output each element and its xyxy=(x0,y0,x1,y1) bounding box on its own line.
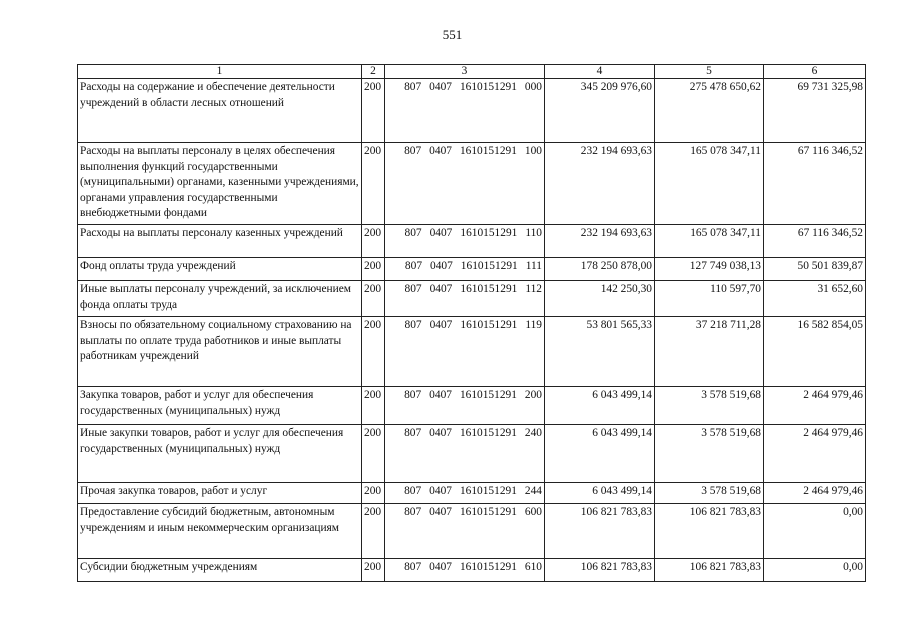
row-name-cell: Иные выплаты персоналу учреждений, за исключением фонда оплаты труда xyxy=(78,281,362,317)
row-name-cell: Расходы на выплаты персоналу казенных учреждений xyxy=(78,225,362,258)
row-budget-code-cell xyxy=(385,504,545,559)
table-row xyxy=(78,425,866,483)
row-col6-amount: 0,00 xyxy=(764,504,866,559)
budget-code-part: 600 xyxy=(524,506,542,518)
row-admin-code-cell: 200 xyxy=(362,387,385,425)
budget-code-part: 1610151291 xyxy=(460,227,518,239)
table-row xyxy=(78,143,866,225)
row-col6-amount: 69 731 325,98 xyxy=(764,79,866,143)
budget-code-part: 0407 xyxy=(429,485,452,497)
budget-code-part: 200 xyxy=(524,389,542,401)
row-col5-amount: 3 578 519,68 xyxy=(655,425,764,483)
row-col4-amount: 106 821 783,83 xyxy=(545,504,655,559)
row-col5-amount: 275 478 650,62 xyxy=(655,79,764,143)
row-col6-amount: 67 116 346,52 xyxy=(764,143,866,225)
budget-code-part: 119 xyxy=(525,319,542,331)
row-col5-amount: 165 078 347,11 xyxy=(655,143,764,225)
table-row xyxy=(78,281,866,317)
row-col4-amount: 6 043 499,14 xyxy=(545,387,655,425)
row-col4-amount: 178 250 878,00 xyxy=(545,258,655,281)
budget-code-part: 0407 xyxy=(429,319,453,331)
budget-code-part: 807 xyxy=(404,427,422,439)
row-col5-amount: 106 821 783,83 xyxy=(655,504,764,559)
header-col-1: 1 xyxy=(78,65,362,79)
budget-code-part: 112 xyxy=(525,283,542,295)
row-budget-code-cell xyxy=(385,79,545,143)
budget-code-part: 807 xyxy=(404,319,422,331)
row-name-cell: Закупка товаров, работ и услуг для обеспечения государственных (муниципальных) нужд xyxy=(78,387,362,425)
row-col4-amount: 6 043 499,14 xyxy=(545,483,655,504)
table-row xyxy=(78,225,866,258)
budget-code-part: 0407 xyxy=(429,427,452,439)
budget-code-part: 0407 xyxy=(429,389,452,401)
row-col5-amount: 37 218 711,28 xyxy=(655,317,764,387)
row-col4-amount: 106 821 783,83 xyxy=(545,559,655,582)
budget-code-part: 1610151291 xyxy=(460,260,518,272)
row-col6-amount: 16 582 854,05 xyxy=(764,317,866,387)
budget-code-part: 0407 xyxy=(429,506,452,518)
row-name-cell: Расходы на содержание и обеспечение деятельности учреждений в области лесных отношений xyxy=(78,79,362,143)
row-col5-amount: 110 597,70 xyxy=(655,281,764,317)
budget-code-part: 1610151291 xyxy=(459,506,517,518)
header-col-2: 2 xyxy=(362,65,385,79)
budget-code-part: 807 xyxy=(404,283,422,295)
budget-code-part: 240 xyxy=(524,427,542,439)
table-row xyxy=(78,504,866,559)
budget-code-part: 807 xyxy=(404,81,422,93)
row-budget-code-cell xyxy=(385,425,545,483)
budget-code-part: 1610151291 xyxy=(459,485,517,497)
budget-code-part: 0407 xyxy=(429,81,452,93)
budget-code-part: 111 xyxy=(525,260,542,272)
budget-code-part: 807 xyxy=(404,561,422,573)
header-col-5: 5 xyxy=(655,65,764,79)
budget-code-part: 807 xyxy=(404,389,422,401)
row-col4-amount: 142 250,30 xyxy=(545,281,655,317)
budget-code-part: 0407 xyxy=(429,145,452,157)
table-row xyxy=(78,559,866,582)
budget-code-part: 1610151291 xyxy=(460,319,518,331)
budget-code-part: 244 xyxy=(524,485,542,497)
budget-code-part: 100 xyxy=(524,145,542,157)
row-admin-code-cell: 200 xyxy=(362,317,385,387)
row-col6-amount: 31 652,60 xyxy=(764,281,866,317)
row-col6-amount: 2 464 979,46 xyxy=(764,483,866,504)
row-budget-code-cell xyxy=(385,225,545,258)
budget-code-part: 0407 xyxy=(429,283,453,295)
row-col6-amount: 0,00 xyxy=(764,559,866,582)
row-admin-code-cell: 200 xyxy=(362,281,385,317)
row-admin-code-cell: 200 xyxy=(362,425,385,483)
row-col4-amount: 232 194 693,63 xyxy=(545,143,655,225)
row-col4-amount: 6 043 499,14 xyxy=(545,425,655,483)
budget-table xyxy=(77,64,866,582)
budget-code-part: 807 xyxy=(404,145,422,157)
row-admin-code-cell: 200 xyxy=(362,143,385,225)
row-name-cell: Расходы на выплаты персоналу в целях обеспечения выполнения функций государственными (муниципальными) органами, казенными учреждениями, органами управления государственными внебюджетными фондами xyxy=(78,143,362,225)
budget-code-part: 1610151291 xyxy=(459,81,517,93)
budget-code-part: 610 xyxy=(524,561,542,573)
budget-code-part: 0407 xyxy=(429,227,453,239)
row-col4-amount: 232 194 693,63 xyxy=(545,225,655,258)
row-name-cell: Взносы по обязательному социальному страхованию на выплаты по оплате труда работников и иные выплаты работникам учреждений xyxy=(78,317,362,387)
row-budget-code-cell xyxy=(385,559,545,582)
row-col5-amount: 106 821 783,83 xyxy=(655,559,764,582)
table-row xyxy=(78,258,866,281)
budget-code-part: 1610151291 xyxy=(460,283,518,295)
row-col6-amount: 50 501 839,87 xyxy=(764,258,866,281)
row-budget-code-cell xyxy=(385,483,545,504)
budget-code-part: 1610151291 xyxy=(459,427,517,439)
table-row xyxy=(78,79,866,143)
row-budget-code-cell xyxy=(385,387,545,425)
budget-code-part: 0407 xyxy=(429,561,452,573)
row-admin-code-cell: 200 xyxy=(362,504,385,559)
row-col5-amount: 127 749 038,13 xyxy=(655,258,764,281)
header-col-4: 4 xyxy=(545,65,655,79)
budget-code-part: 807 xyxy=(404,227,422,239)
row-name-cell: Предоставление субсидий бюджетным, автономным учреждениям и иным некоммерческим организациям xyxy=(78,504,362,559)
row-budget-code-cell xyxy=(385,317,545,387)
row-col4-amount: 53 801 565,33 xyxy=(545,317,655,387)
row-col4-amount: 345 209 976,60 xyxy=(545,79,655,143)
row-budget-code-cell xyxy=(385,143,545,225)
row-admin-code-cell: 200 xyxy=(362,225,385,258)
table-row xyxy=(78,317,866,387)
budget-code-part: 807 xyxy=(404,506,422,518)
row-name-cell: Прочая закупка товаров, работ и услуг xyxy=(78,483,362,504)
budget-code-part: 1610151291 xyxy=(459,145,517,157)
row-col5-amount: 3 578 519,68 xyxy=(655,483,764,504)
header-col-6: 6 xyxy=(764,65,866,79)
budget-code-part: 110 xyxy=(525,227,542,239)
row-name-cell: Фонд оплаты труда учреждений xyxy=(78,258,362,281)
budget-code-part: 1610151291 xyxy=(459,561,517,573)
row-name-cell: Иные закупки товаров, работ и услуг для обеспечения государственных (муниципальных) нужд xyxy=(78,425,362,483)
header-col-3: 3 xyxy=(385,65,545,79)
table-row xyxy=(78,483,866,504)
budget-code-part: 1610151291 xyxy=(459,389,517,401)
table-header-row xyxy=(78,65,866,79)
budget-code-part: 807 xyxy=(404,260,423,272)
table-row xyxy=(78,387,866,425)
row-budget-code-cell xyxy=(385,281,545,317)
budget-code-part: 807 xyxy=(404,485,422,497)
row-col6-amount: 67 116 346,52 xyxy=(764,225,866,258)
row-name-cell: Субсидии бюджетным учреждениям xyxy=(78,559,362,582)
budget-code-part: 0407 xyxy=(430,260,453,272)
page-number: 551 xyxy=(442,27,463,42)
row-admin-code-cell: 200 xyxy=(362,79,385,143)
row-budget-code-cell xyxy=(385,258,545,281)
row-col5-amount: 3 578 519,68 xyxy=(655,387,764,425)
row-admin-code-cell: 200 xyxy=(362,258,385,281)
budget-code-part: 000 xyxy=(524,81,542,93)
row-col6-amount: 2 464 979,46 xyxy=(764,387,866,425)
row-col5-amount: 165 078 347,11 xyxy=(655,225,764,258)
row-admin-code-cell: 200 xyxy=(362,483,385,504)
row-col6-amount: 2 464 979,46 xyxy=(764,425,866,483)
row-admin-code-cell: 200 xyxy=(362,559,385,582)
